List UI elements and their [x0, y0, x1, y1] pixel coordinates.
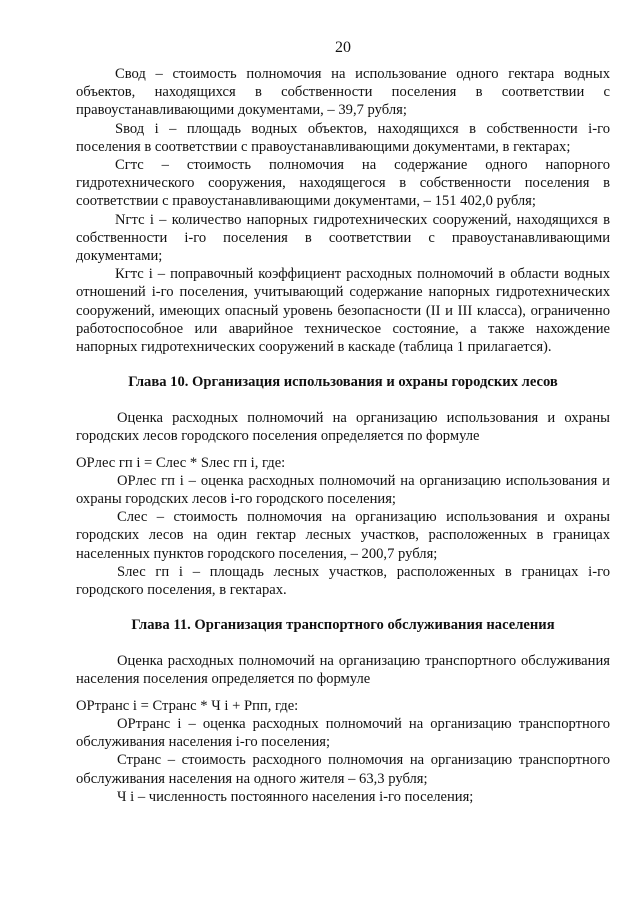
spacer [76, 689, 610, 697]
spacer [76, 391, 610, 409]
chapter-10-formula: ОРлес гп i = Слес * Sлес гп i, где: [76, 454, 286, 471]
chapter-11-definition: Странс – стоимость расходного полномочия на организацию транспортного обслуживания населения на одного жителя – 63,3 рубля; [76, 752, 610, 787]
chapter-10-definition: Слес – стоимость полномочия на организацию использования и охраны городских лесов на один гектар лесных участков, расположенных в границах населенных пунктов городского поселения, – 200,7 рубля; [76, 509, 610, 562]
chapter-11-intro: Оценка расходных полномочий на организацию транспортного обслуживания населения поселения определяется по формуле [76, 653, 610, 688]
chapter-11-heading: Глава 11. Организация транспортного обслуживания населения [131, 617, 555, 634]
chapter-11-definition: Ч i – численность постоянного населения i-го поселения; [117, 788, 474, 805]
definition-ngts: Nгтс i – количество напорных гидротехнических сооружений, находящихся в собственности i-го поселения в соответствии с правоустанавливающими документами; [76, 211, 610, 265]
chapter-10-heading: Глава 10. Организация использования и охраны городских лесов [128, 374, 558, 391]
chapter-10-intro: Оценка расходных полномочий на организацию использования и охраны городских лесов городского поселения определяется по формуле [76, 410, 610, 445]
spacer [76, 599, 610, 616]
chapter-10-definition: Sлес гп i – площадь лесных участков, расположенных в границах i-го городского поселения, в гектарах. [76, 563, 610, 599]
spacer [76, 356, 610, 373]
spacer [76, 446, 610, 454]
chapter-11-formula: ОРтранс i = Странс * Ч i + Рпп, где: [76, 697, 299, 714]
chapter-10-definition: ОРлес гп i – оценка расходных полномочий на организацию использования и охраны городских лесов i-го городского поселения; [76, 472, 610, 508]
definition-svod: Свод – стоимость полномочия на использование одного гектара водных объектов, находящихся в собственности поселения в соответствии с правоустанавливающими документами, – 39,7 рубля; [76, 66, 610, 119]
definition-svod-area: Sвод i – площадь водных объектов, находящихся в собственности i-го поселения в соответствии с правоустанавливающими документами, в гектарах; [76, 120, 610, 155]
definition-kgts: Кгтс i – поправочный коэффициент расходных полномочий в области водных отношений i-го поселения, учитывающий содержание напорных гидротехнических сооружений, имеющих опасный уровень безопасности (II и III класса), ограниченно работоспособное или аварийное техническое состояние, а также нахождение напорных гидротехнических сооружений в каскаде (таблица 1 прилагается). [76, 266, 610, 356]
page-number: 20 [335, 39, 351, 56]
chapter-11-definition: ОРтранс i – оценка расходных полномочий на организацию транспортного обслуживания населения i-го поселения; [76, 715, 610, 751]
definition-sgts: Сгтс – стоимость полномочия на содержание одного напорного гидротехнического сооружения, находящегося в собственности поселения в соответствии с правоустанавливающими документами, – 151 402,0 рубля; [76, 157, 610, 210]
spacer [76, 634, 610, 652]
